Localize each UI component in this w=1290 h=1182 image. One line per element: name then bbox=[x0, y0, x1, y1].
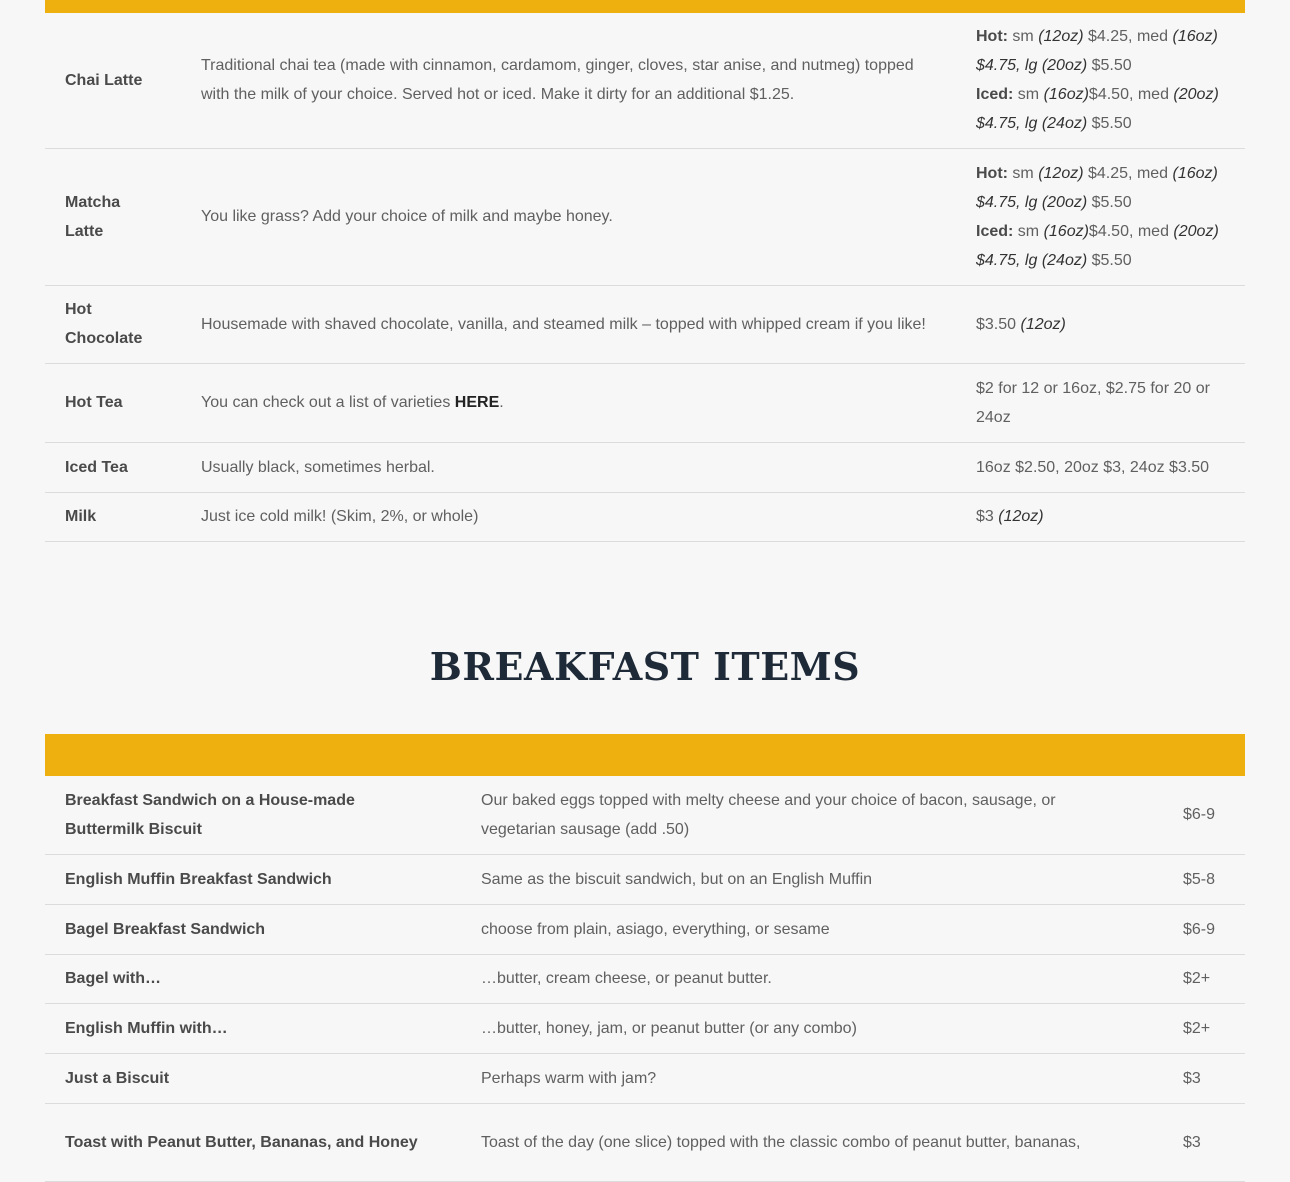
item-price: $2+ bbox=[1163, 954, 1245, 1003]
description-text: You can check out a list of varieties bbox=[201, 394, 455, 411]
table-row bbox=[45, 854, 1245, 904]
size-oz: (16oz) $4.75, lg (20oz) bbox=[976, 28, 1218, 75]
table-row bbox=[45, 1053, 1245, 1103]
item-name: Milk bbox=[45, 492, 181, 541]
price-text: $4.50, med bbox=[1088, 222, 1174, 240]
price-text: $5.50 bbox=[1087, 251, 1132, 269]
breakfast-menu bbox=[45, 734, 1245, 1182]
item-name: Bagel Breakfast Sandwich bbox=[45, 904, 461, 954]
item-name: English Muffin with… bbox=[45, 1003, 461, 1053]
price-text: $3.50 bbox=[976, 315, 1021, 333]
item-price: $5-8 bbox=[1163, 854, 1245, 904]
section-heading: BREAKFAST ITEMS bbox=[429, 644, 861, 689]
table-row bbox=[45, 363, 1245, 442]
table-row bbox=[45, 904, 1245, 954]
price-text: $5.50 bbox=[1087, 115, 1132, 133]
item-description: …butter, cream cheese, or peanut butter. bbox=[461, 954, 1163, 1003]
item-price: $6-9 bbox=[1163, 904, 1245, 954]
item-price: $2+ bbox=[1163, 1003, 1245, 1053]
price-text: $4.25, med bbox=[1083, 28, 1173, 46]
item-description: You like grass? Add your choice of milk and maybe honey. bbox=[181, 148, 956, 285]
size-oz: (20oz) $4.75, lg (24oz) bbox=[976, 86, 1219, 133]
table-row bbox=[45, 13, 1245, 148]
item-name: Just a Biscuit bbox=[45, 1053, 461, 1103]
size-sm: sm bbox=[1007, 164, 1039, 182]
item-price: $3 bbox=[1163, 1103, 1245, 1181]
size-oz: (16oz) bbox=[1043, 222, 1089, 240]
item-name: Matcha Latte bbox=[45, 148, 181, 285]
item-price bbox=[956, 492, 1245, 541]
item-price: 16oz $2.50, 20oz $3, 24oz $3.50 bbox=[956, 442, 1245, 492]
price-text: $5.50 bbox=[1087, 193, 1132, 211]
breakfast-table bbox=[45, 776, 1245, 1182]
item-description: …butter, honey, jam, or peanut butter (or any combo) bbox=[461, 1003, 1163, 1053]
price-text: $4.25, med bbox=[1083, 164, 1173, 182]
size-sm: sm bbox=[1013, 86, 1044, 104]
item-price: $2 for 12 or 16oz, $2.75 for 20 or 24oz bbox=[956, 363, 1245, 442]
item-description: Housemade with shaved chocolate, vanilla, and steamed milk – topped with whipped cream if you like! bbox=[181, 285, 956, 363]
item-description bbox=[181, 363, 956, 442]
size-oz: (16oz) $4.75, lg (20oz) bbox=[976, 164, 1218, 211]
iced-label: Iced: bbox=[976, 222, 1014, 240]
size-oz: (12oz) bbox=[1038, 28, 1084, 46]
item-name: Breakfast Sandwich on a House-made Buttermilk Biscuit bbox=[45, 776, 461, 854]
table-row bbox=[45, 285, 1245, 363]
hot-label: Hot: bbox=[976, 28, 1008, 46]
size-oz: (12oz) bbox=[1020, 315, 1066, 333]
item-description: choose from plain, asiago, everything, or sesame bbox=[461, 904, 1163, 954]
item-description: Same as the biscuit sandwich, but on an English Muffin bbox=[461, 854, 1163, 904]
item-name: Iced Tea bbox=[45, 442, 181, 492]
item-description: Usually black, sometimes herbal. bbox=[181, 442, 956, 492]
table-row bbox=[45, 148, 1245, 285]
size-sm: sm bbox=[1013, 222, 1044, 240]
size-oz: (16oz) bbox=[1043, 86, 1089, 104]
item-description: Perhaps warm with jam? bbox=[461, 1053, 1163, 1103]
price-text: $3 bbox=[976, 508, 999, 525]
drinks-header-bar bbox=[45, 0, 1245, 13]
item-description: Our baked eggs topped with melty cheese and your choice of bacon, sausage, or vegetarian sausage (add .50) bbox=[461, 776, 1163, 854]
size-sm: sm bbox=[1007, 28, 1039, 46]
description-text: . bbox=[499, 394, 504, 411]
table-row bbox=[45, 492, 1245, 541]
price-text: $5.50 bbox=[1087, 57, 1132, 75]
item-description: Just ice cold milk! (Skim, 2%, or whole) bbox=[181, 492, 956, 541]
item-price: $6-9 bbox=[1163, 776, 1245, 854]
table-row bbox=[45, 442, 1245, 492]
item-price bbox=[956, 148, 1245, 285]
tea-varieties-link[interactable]: HERE bbox=[454, 394, 500, 411]
item-price bbox=[956, 285, 1245, 363]
size-oz: (12oz) bbox=[1038, 164, 1084, 182]
table-row bbox=[45, 776, 1245, 854]
price-text: $4.50, med bbox=[1088, 86, 1174, 104]
item-price bbox=[956, 13, 1245, 148]
table-row bbox=[45, 954, 1245, 1003]
hot-label: Hot: bbox=[976, 164, 1008, 182]
item-description: Traditional chai tea (made with cinnamon, cardamom, ginger, cloves, star anise, and nutmeg) topped with the milk of your choice. Served hot or iced. Make it dirty for an additional $1.25. bbox=[181, 13, 956, 148]
item-name: Hot Chocolate bbox=[45, 285, 181, 363]
breakfast-header-bar bbox=[45, 734, 1245, 776]
size-oz: (20oz) $4.75, lg (24oz) bbox=[976, 222, 1219, 269]
item-name: English Muffin Breakfast Sandwich bbox=[45, 854, 461, 904]
drinks-table bbox=[45, 13, 1245, 542]
size-oz: (12oz) bbox=[998, 508, 1044, 525]
drinks-menu bbox=[45, 0, 1245, 542]
item-name: Toast with Peanut Butter, Bananas, and Honey bbox=[45, 1103, 461, 1181]
item-name: Hot Tea bbox=[45, 363, 181, 442]
item-price: $3 bbox=[1163, 1053, 1245, 1103]
table-row bbox=[45, 1003, 1245, 1053]
item-name: Bagel with… bbox=[45, 954, 461, 1003]
item-description: Toast of the day (one slice) topped with the classic combo of peanut butter, bananas, bbox=[461, 1103, 1163, 1181]
table-row bbox=[45, 1103, 1245, 1181]
item-name: Chai Latte bbox=[45, 13, 181, 148]
iced-label: Iced: bbox=[976, 86, 1014, 104]
